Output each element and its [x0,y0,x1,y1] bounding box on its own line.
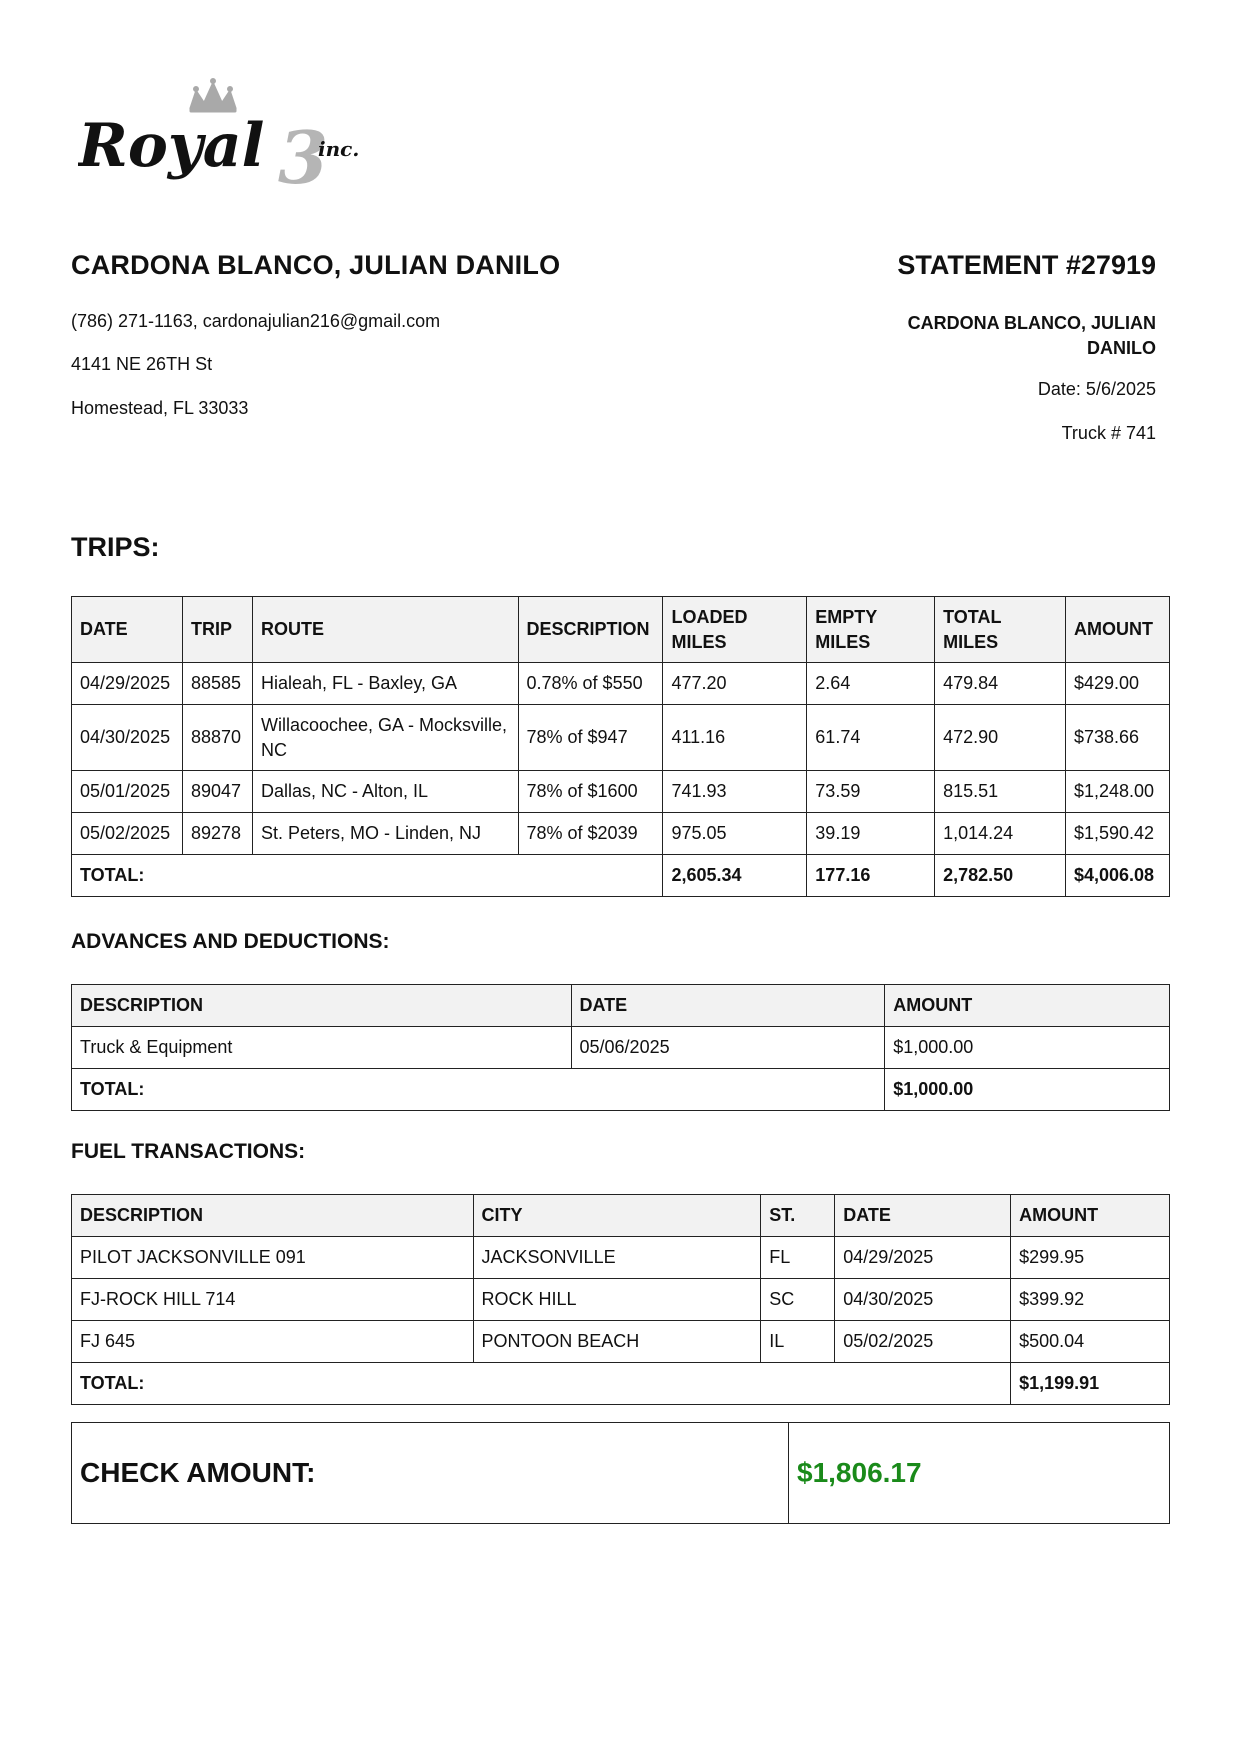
cell-description: 78% of $2039 [518,813,663,855]
logo-word: Royal [78,111,265,181]
cell-empty-miles: 61.74 [807,705,935,771]
cell-description: FJ-ROCK HILL 714 [72,1279,474,1321]
cell-trip: 89278 [182,813,252,855]
cell-amount: $399.92 [1011,1279,1170,1321]
col-header-description: DESCRIPTION [72,1195,474,1237]
cell-date: 04/30/2025 [72,705,183,771]
statement-date: Date: 5/6/2025 [1037,379,1156,399]
fuel-total-row [72,1363,1170,1405]
trips-total-empty: 177.16 [807,855,935,897]
cell-description: Truck & Equipment [72,1027,572,1069]
cell-route: Hialeah, FL - Baxley, GA [252,663,518,705]
cell-empty-miles: 73.59 [807,771,935,813]
check-amount-value: $1,806.17 [797,1457,922,1488]
cell-amount: $738.66 [1065,705,1169,771]
advances-header-row [72,985,1170,1027]
cell-total-miles: 472.90 [935,705,1066,771]
cell-amount: $1,590.42 [1065,813,1169,855]
cell-amount: $429.00 [1065,663,1169,705]
statement-truck: Truck # 741 [1061,423,1156,443]
cell-amount: $299.95 [1011,1237,1170,1279]
statement-driver-name: CARDONA BLANCO, JULIAN DANILO [907,313,1156,358]
cell-trip: 88870 [182,705,252,771]
cell-loaded-miles: 477.20 [663,663,807,705]
advances-total-label: TOTAL: [72,1069,885,1111]
cell-amount: $1,000.00 [885,1027,1170,1069]
trips-table [71,596,1170,897]
col-header-amount: AMOUNT [885,985,1170,1027]
fuel-header-row [72,1195,1170,1237]
cell-state: IL [761,1321,835,1363]
logo-suffix: inc. [318,137,360,161]
col-header-empty-miles: EMPTY MILES [807,597,935,663]
cell-empty-miles: 39.19 [807,813,935,855]
col-header-date: DATE [571,985,885,1027]
col-header-city: CITY [473,1195,761,1237]
cell-description: PILOT JACKSONVILLE 091 [72,1237,474,1279]
cell-state: SC [761,1279,835,1321]
table-row [72,771,1170,813]
cell-date: 04/29/2025 [835,1237,1011,1279]
col-header-total-miles: TOTAL MILES [935,597,1066,663]
cell-route: St. Peters, MO - Linden, NJ [252,813,518,855]
col-header-date: DATE [72,597,183,663]
company-logo [78,78,388,198]
cell-description: 78% of $1600 [518,771,663,813]
cell-loaded-miles: 741.93 [663,771,807,813]
trips-total-loaded: 2,605.34 [663,855,807,897]
driver-address-line2: Homestead, FL 33033 [71,398,249,418]
col-header-amount: AMOUNT [1065,597,1169,663]
table-row [72,663,1170,705]
advances-total-row [72,1069,1170,1111]
check-amount-box [71,1422,1170,1524]
col-header-trip: TRIP [182,597,252,663]
cell-amount: $1,248.00 [1065,771,1169,813]
cell-route: Dallas, NC - Alton, IL [252,771,518,813]
trips-total-label: TOTAL: [72,855,663,897]
cell-description: 0.78% of $550 [518,663,663,705]
cell-date: 05/06/2025 [571,1027,885,1069]
advances-table [71,984,1170,1111]
trips-total-amount: $4,006.08 [1065,855,1169,897]
cell-date: 05/01/2025 [72,771,183,813]
col-header-description: DESCRIPTION [518,597,663,663]
cell-date: 05/02/2025 [72,813,183,855]
check-amount-label: CHECK AMOUNT: [72,1423,789,1523]
fuel-table [71,1194,1170,1405]
driver-contact: (786) 271-1163, cardonajulian216@gmail.com [71,311,441,331]
cell-description: FJ 645 [72,1321,474,1363]
driver-address-line1: 4141 NE 26TH St [71,354,213,374]
advances-section-title: ADVANCES AND DEDUCTIONS: [71,930,390,953]
table-row [72,1237,1170,1279]
trips-section-title: TRIPS: [71,532,160,562]
col-header-state: ST. [761,1195,835,1237]
cell-route: Willacoochee, GA - Mocksville, NC [252,705,518,771]
statement-title: STATEMENT #27919 [897,250,1156,280]
col-header-date: DATE [835,1195,1011,1237]
cell-empty-miles: 2.64 [807,663,935,705]
cell-city: ROCK HILL [473,1279,761,1321]
cell-amount: $500.04 [1011,1321,1170,1363]
col-header-amount: AMOUNT [1011,1195,1170,1237]
cell-trip: 88585 [182,663,252,705]
cell-loaded-miles: 975.05 [663,813,807,855]
table-row [72,705,1170,771]
table-row [72,813,1170,855]
cell-description: 78% of $947 [518,705,663,771]
cell-total-miles: 1,014.24 [935,813,1066,855]
trips-header-row [72,597,1170,663]
cell-state: FL [761,1237,835,1279]
table-row [72,1321,1170,1363]
table-row [72,1027,1170,1069]
crown-icon [190,79,236,113]
fuel-total-amount: $1,199.91 [1011,1363,1170,1405]
fuel-section-title: FUEL TRANSACTIONS: [71,1140,306,1163]
cell-date: 05/02/2025 [835,1321,1011,1363]
cell-city: PONTOON BEACH [473,1321,761,1363]
col-header-route: ROUTE [252,597,518,663]
col-header-description: DESCRIPTION [72,985,572,1027]
col-header-loaded-miles: LOADED MILES [663,597,807,663]
cell-total-miles: 479.84 [935,663,1066,705]
table-row [72,1279,1170,1321]
cell-trip: 89047 [182,771,252,813]
cell-date: 04/29/2025 [72,663,183,705]
cell-total-miles: 815.51 [935,771,1066,813]
fuel-total-label: TOTAL: [72,1363,1011,1405]
cell-city: JACKSONVILLE [473,1237,761,1279]
cell-loaded-miles: 411.16 [663,705,807,771]
trips-total-row [72,855,1170,897]
trips-total-miles: 2,782.50 [935,855,1066,897]
advances-total-amount: $1,000.00 [885,1069,1170,1111]
cell-date: 04/30/2025 [835,1279,1011,1321]
logo-digit: 3 [278,115,329,198]
royal3-logo-graphic [78,78,388,198]
driver-name: CARDONA BLANCO, JULIAN DANILO [71,250,561,280]
